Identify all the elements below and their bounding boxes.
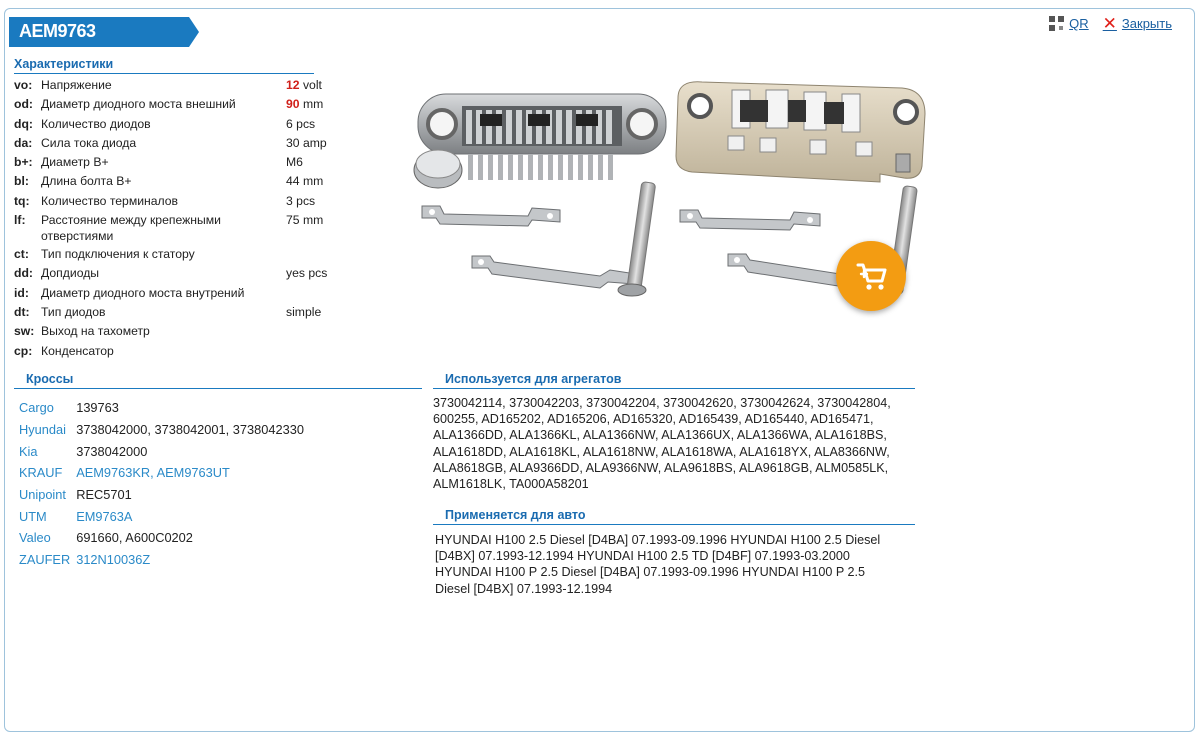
spec-row <box>14 152 327 171</box>
cross-numbers[interactable]: 312N10036Z <box>76 552 151 568</box>
spec-label: Диаметр диодного моста внешний <box>41 97 236 112</box>
qr-label: QR <box>1069 16 1089 31</box>
spec-code: bl: <box>14 174 29 189</box>
spec-label: Расстояние между крепежными отверстиями <box>41 213 221 244</box>
product-title: AEM9763 <box>19 21 96 41</box>
qr-icon <box>1049 16 1064 31</box>
cross-brand[interactable]: Cargo <box>19 400 54 416</box>
spec-row <box>14 171 327 190</box>
cross-numbers: 139763 <box>76 400 119 416</box>
spec-code: lf: <box>14 213 26 228</box>
spec-value-number: 90 <box>286 97 300 112</box>
spec-row <box>14 94 327 113</box>
spec-label: Тип диодов <box>41 304 106 319</box>
cross-numbers[interactable]: EM9763A <box>76 508 133 524</box>
left-accessories <box>422 182 656 296</box>
spec-value <box>286 321 327 340</box>
spec-value-unit: 44 mm <box>286 174 324 189</box>
spec-value-unit: 30 amp <box>286 135 327 150</box>
add-to-cart-button[interactable] <box>836 241 906 311</box>
spec-value <box>286 263 327 282</box>
spec-label: Длина болта B+ <box>41 174 132 189</box>
spec-label: Конденсатор <box>41 343 114 358</box>
cross-row <box>19 462 304 484</box>
cross-row <box>19 505 304 527</box>
specs-heading: Характеристики <box>14 57 314 74</box>
spec-row <box>14 321 327 340</box>
spec-value <box>286 283 327 302</box>
cross-brand[interactable]: Hyundai <box>19 422 66 438</box>
spec-code: id: <box>14 285 29 300</box>
cross-row <box>19 484 304 506</box>
spec-row <box>14 244 327 263</box>
spec-label: Количество диодов <box>41 116 151 131</box>
cross-row <box>19 549 304 571</box>
spec-value-unit: 3 pcs <box>286 193 316 208</box>
cross-numbers: 3738042000 <box>76 443 148 459</box>
spec-code: da: <box>14 135 33 150</box>
cross-brand[interactable]: Unipoint <box>19 487 66 503</box>
spec-row <box>14 133 327 152</box>
aggregates-list: 3730042114, 3730042203, 3730042204, 3730042620, 3730042624, 3730042804, 600255, AD165202, AD165206, AD165320, AD165439, AD165440, AD165471, ALA1366DD, ALA1366KL, ALA1366NW, ALA1366UX, ALA1366WA, ALA1618BS, ALA1618DD, ALA1618KL, ALA1618NW, ALA1618WA, ALA1618YX, ALA8366NW, ALA8618GB, ALA9366DD, ALA9366NW, ALA9618BS, ALA9618GB, ALM0585LK, ALM1618LK, TA000A58201 <box>433 396 891 492</box>
spec-label: Количество терминалов <box>41 193 179 208</box>
spec-code: ct: <box>14 247 29 262</box>
cross-numbers: 691660, A600C0202 <box>76 530 193 546</box>
spec-row <box>14 263 327 282</box>
spec-value-unit: volt <box>299 78 322 92</box>
spec-code: tq: <box>14 193 30 208</box>
cross-row <box>19 440 304 462</box>
spec-code: cp: <box>14 343 33 358</box>
cross-brand[interactable]: Valeo <box>19 530 51 546</box>
spec-value <box>286 94 327 113</box>
top-links <box>1049 16 1172 31</box>
spec-code: dt: <box>14 304 30 319</box>
spec-row <box>14 75 327 94</box>
cross-brand[interactable]: KRAUF <box>19 465 63 481</box>
spec-label: Тип подключения к статору <box>41 247 195 262</box>
spec-value-unit: M6 <box>286 155 303 170</box>
spec-value <box>286 75 327 94</box>
spec-label: Диаметр B+ <box>41 155 109 170</box>
close-icon: ✕ <box>1102 14 1117 33</box>
cross-brand[interactable]: ZAUFER <box>19 552 71 568</box>
cross-brand[interactable]: UTM <box>19 508 47 524</box>
spec-value <box>286 171 327 190</box>
close-link[interactable] <box>1103 16 1172 31</box>
crosses-heading: Кроссы <box>14 372 422 389</box>
spec-label: Выход на тахометр <box>41 324 150 339</box>
close-label: Закрыть <box>1121 16 1172 31</box>
spec-value-number: 12 <box>286 78 300 92</box>
spec-value <box>286 302 327 321</box>
left-rectifier <box>414 94 666 188</box>
vehicles-list: HYUNDAI H100 2.5 Diesel [D4BA] 07.1993-09.1996 HYUNDAI H100 2.5 Diesel [D4BX] 07.1993-12.1994 HYUNDAI H100 2.5 TD [D4BF] 07.1993-03.2000 HYUNDAI H100 P 2.5 Diesel [D4BA] 07.1993-09.1996 HYUNDAI H100 P 2.5 Diesel [D4BX] 07.1993-12.1994 <box>435 533 881 596</box>
spec-label: Допдиоды <box>41 266 100 281</box>
crosses-table <box>19 397 304 571</box>
cross-row <box>19 419 304 441</box>
vehicles-heading: Применяется для авто <box>433 508 915 525</box>
specs-table <box>14 75 327 360</box>
spec-value-unit: yes pcs <box>286 266 328 281</box>
cross-numbers[interactable]: AEM9763KR, AEM9763UT <box>76 465 230 481</box>
spec-row <box>14 341 327 360</box>
spec-label: Сила тока диода <box>41 135 137 150</box>
cross-row <box>19 397 304 419</box>
spec-row <box>14 302 327 321</box>
spec-label: Напряжение <box>41 78 112 92</box>
spec-value-unit: simple <box>286 304 322 319</box>
right-rectifier <box>676 82 925 182</box>
spec-value <box>286 114 327 133</box>
cross-row <box>19 527 304 549</box>
spec-value <box>286 191 327 210</box>
spec-value <box>286 244 327 263</box>
qr-link[interactable] <box>1049 16 1089 31</box>
spec-code: od: <box>14 97 33 112</box>
spec-row <box>14 114 327 133</box>
cross-numbers: REC5701 <box>76 487 132 503</box>
spec-value <box>286 341 327 360</box>
spec-code: sw: <box>14 324 35 339</box>
spec-row <box>14 210 327 244</box>
cross-brand[interactable]: Kia <box>19 443 38 459</box>
spec-value <box>286 133 327 152</box>
spec-row <box>14 283 327 302</box>
spec-row <box>14 191 327 210</box>
aggregates-heading: Используется для агрегатов <box>433 372 915 389</box>
spec-code: vo: <box>14 78 33 92</box>
spec-value-unit: mm <box>299 97 324 112</box>
spec-value <box>286 210 327 244</box>
spec-code: dq: <box>14 116 33 131</box>
cross-numbers: 3738042000, 3738042001, 3738042330 <box>76 422 304 438</box>
spec-value-unit: 6 pcs <box>286 116 316 131</box>
spec-value-unit: 75 mm <box>286 213 324 228</box>
spec-label: Диаметр диодного моста внутрений <box>41 285 245 300</box>
spec-value <box>286 152 327 171</box>
spec-code: b+: <box>14 155 33 170</box>
spec-code: dd: <box>14 266 33 281</box>
add-to-cart-icon <box>854 261 888 291</box>
product-title-tab <box>9 17 199 47</box>
